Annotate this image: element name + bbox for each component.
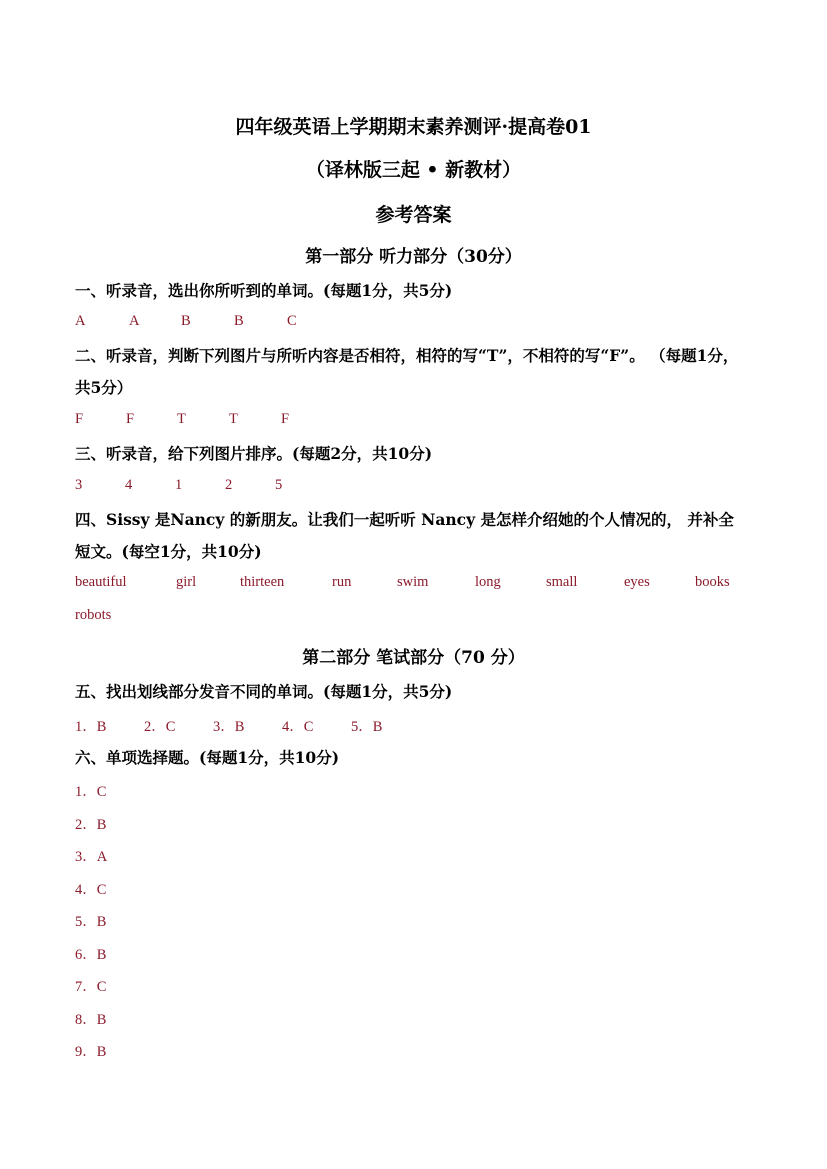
q1-answer: A	[75, 313, 86, 329]
q2-answer: F	[126, 411, 135, 427]
document-type-label: 参考答案	[375, 204, 452, 226]
q6-title: 六、单项选择题。(每题1分，共10分)	[75, 748, 340, 767]
q4-answer: small	[546, 574, 578, 590]
q4-title-line2: 短文。(每空1分，共10分)	[75, 542, 262, 561]
q3-answer: 5	[275, 477, 283, 493]
q4-title-line1: 四、Sissy 是Nancy 的新朋友。让我们一起听听 Nancy 是怎样介绍她的个人情况的， 并补全	[75, 510, 734, 529]
q5-title: 五、找出划线部分发音不同的单词。(每题1分，共5分)	[75, 682, 453, 701]
q6-answer: 6．B	[75, 947, 107, 963]
part2-heading: 第二部分 笔试部分（70 分）	[302, 648, 525, 668]
q5-answer: 4．C	[282, 719, 314, 735]
q2-answer: F	[281, 411, 290, 427]
q3-title: 三、听录音，给下列图片排序。(每题2分，共10分)	[75, 444, 433, 463]
q4-answer: swim	[397, 574, 429, 590]
q4-answer: eyes	[624, 574, 650, 590]
q4-answer: long	[475, 574, 501, 590]
q1-answer: C	[287, 313, 297, 329]
q6-answer: 9．B	[75, 1044, 107, 1060]
q6-answer: 5．B	[75, 914, 107, 930]
q6-answer: 4．C	[75, 882, 107, 898]
q5-answer: 2．C	[144, 719, 176, 735]
q6-answer: 3．A	[75, 849, 108, 865]
document-title: 四年级英语上学期期末素养测评·提高卷01	[235, 116, 592, 138]
q3-answer: 3	[75, 477, 83, 493]
q3-answer: 4	[125, 477, 133, 493]
q1-answer: B	[181, 313, 191, 329]
q2-answer: F	[75, 411, 84, 427]
q1-title: 一、听录音，选出你所听到的单词。(每题1分，共5分)	[75, 281, 453, 300]
q4-answer: run	[332, 574, 352, 590]
q6-answer: 1．C	[75, 784, 107, 800]
q6-answer: 2．B	[75, 817, 107, 833]
q6-answer: 8．B	[75, 1012, 107, 1028]
document-subtitle: （译林版三起 • 新教材）	[305, 159, 522, 181]
q2-answer: T	[229, 411, 238, 427]
q1-answer: A	[129, 313, 140, 329]
q3-answer: 1	[175, 477, 183, 493]
q4-answer: beautiful	[75, 574, 127, 590]
q3-answer: 2	[225, 477, 233, 493]
q4-answer: robots	[75, 607, 112, 623]
q5-answer: 1．B	[75, 719, 107, 735]
part1-heading: 第一部分 听力部分（30分）	[305, 247, 522, 267]
q2-answer: T	[177, 411, 186, 427]
q4-answer: girl	[176, 574, 197, 590]
q5-answer: 3．B	[213, 719, 245, 735]
q4-answer: thirteen	[240, 574, 285, 590]
q2-title-line2: 共5分）	[75, 378, 133, 397]
q6-answer: 7．C	[75, 979, 107, 995]
q5-answer: 5．B	[351, 719, 383, 735]
q4-answer: books	[695, 574, 730, 590]
q1-answer: B	[234, 313, 244, 329]
q2-title-line1: 二、听录音，判断下列图片与所听内容是否相符，相符的写“T”，不相符的写“F”。 （每题1分，	[75, 346, 739, 365]
